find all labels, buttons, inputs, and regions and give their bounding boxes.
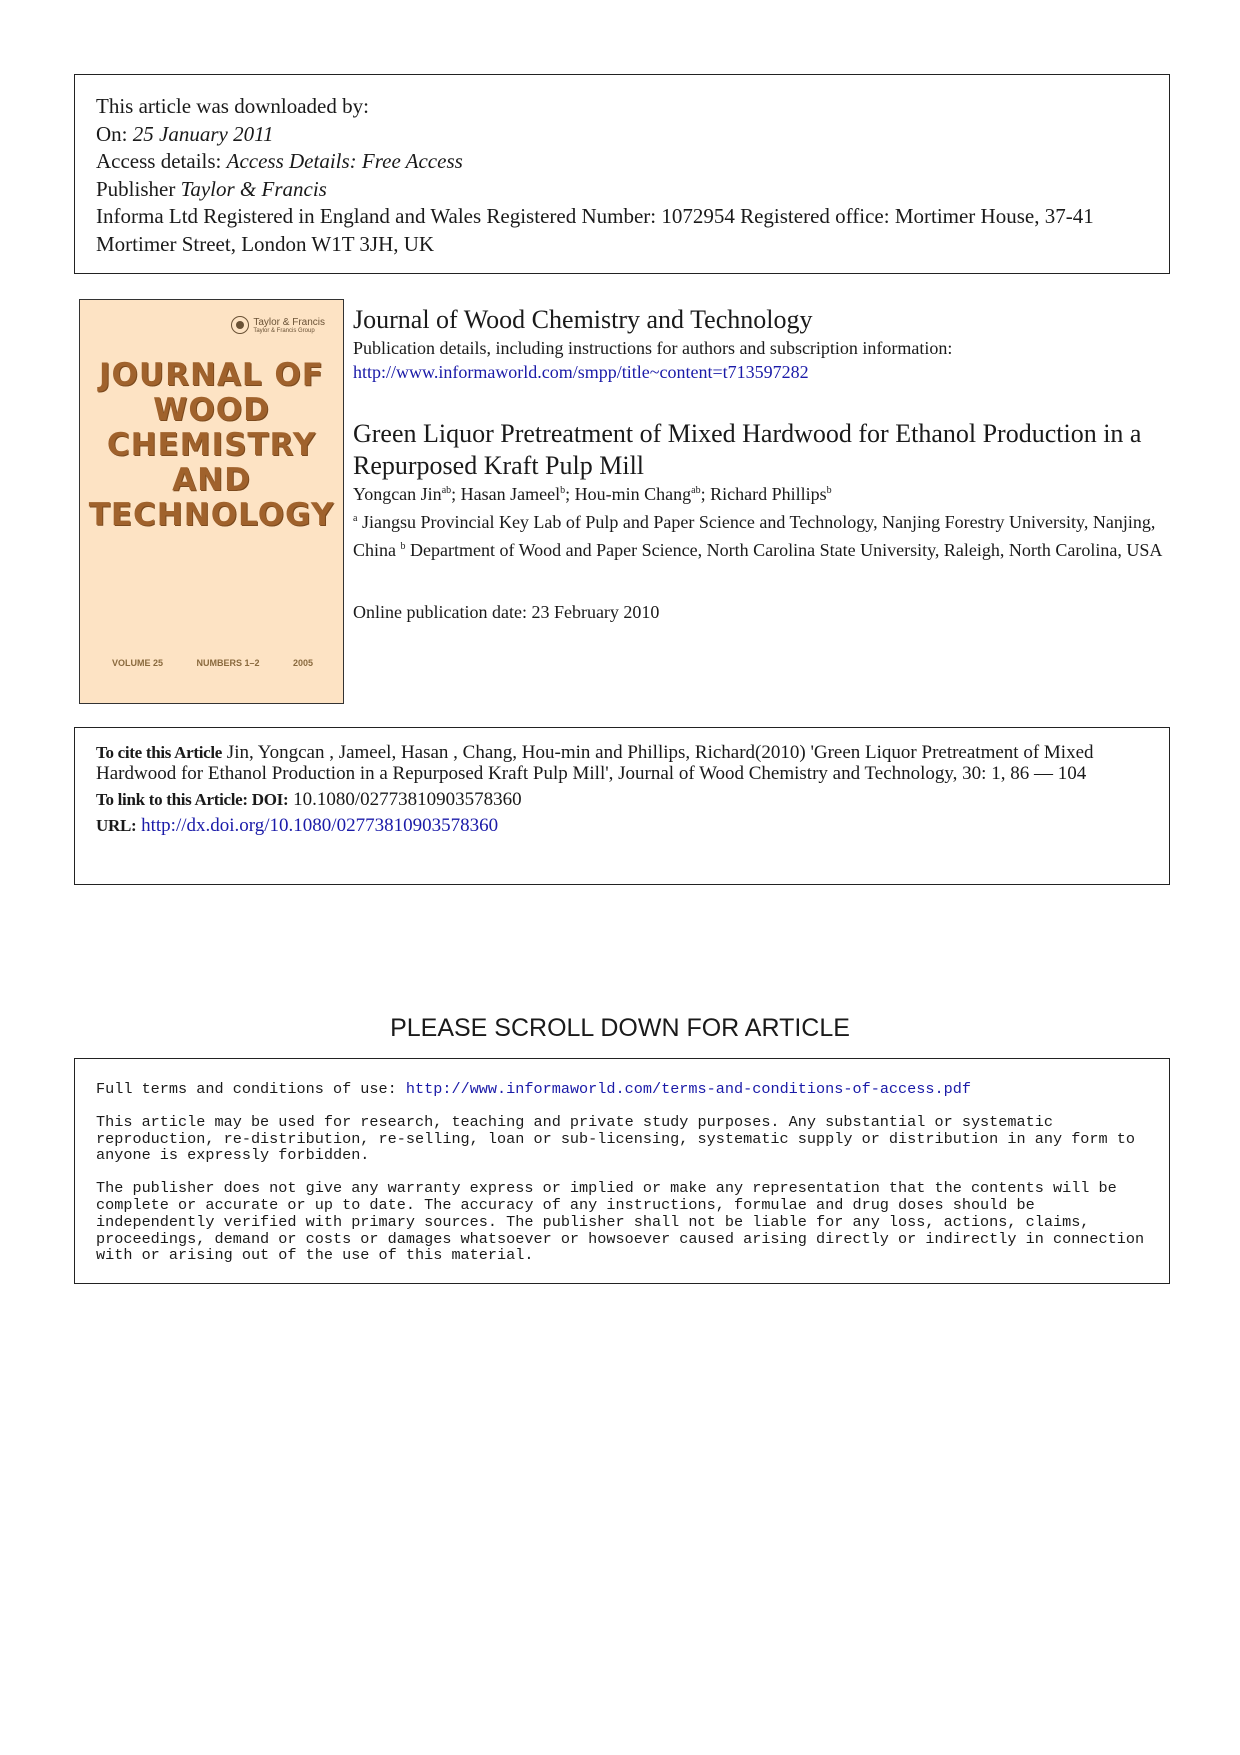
affiliation-a-mark: a (353, 513, 358, 524)
cover-numbers: NUMBERS 1–2 (196, 658, 260, 668)
author-name: Hasan Jameel (460, 484, 561, 504)
online-publication-date: Online publication date: 23 February 2010 (353, 602, 660, 622)
publisher-logo-text: Taylor & Francis (253, 316, 325, 328)
full-terms-line (96, 1081, 1148, 1098)
access-details-label: Access details: (96, 149, 227, 173)
journal-url-link[interactable]: http://www.informaworld.com/smpp/title~content=t713597282 (353, 362, 809, 382)
cover-year: 2005 (292, 658, 313, 668)
author-affiliation-mark: b (826, 485, 832, 496)
author-name: Richard Phillips (710, 484, 827, 504)
download-date-line (96, 121, 1148, 149)
access-details-line (96, 148, 1148, 176)
affiliation-b-mark: b (400, 540, 406, 552)
author-separator: ; (700, 484, 711, 504)
downloaded-by-line: This article was downloaded by: (96, 94, 369, 118)
author-name: Hou-min Chang (574, 484, 692, 504)
publisher-logo-icon (231, 316, 249, 334)
cover-title-line: WOOD (153, 392, 270, 428)
cover-title-line: JOURNAL OF (99, 357, 324, 393)
cite-text: Jin, Yongcan , Jameel, Hasan , Chang, Hou-min and Phillips, Richard(2010) 'Green Liquor Pretreatment of Mixed Hardwood for Ethanol Production in a Repurposed Kraft Pulp Mill', Journal of Wood Chemistry and Technology, 30: 1, 86 — 104 (96, 742, 1094, 784)
author-name: Yongcan Jin (353, 484, 442, 504)
publication-details: Publication details, including instructions for authors and subscription information: (353, 338, 953, 358)
citation-box (74, 727, 1170, 885)
author-affiliation-mark: ab (441, 485, 452, 496)
scroll-notice: PLEASE SCROLL DOWN FOR ARTICLE (390, 1014, 850, 1042)
affiliation-b: Department of Wood and Paper Science, North Carolina State University, Raleigh, North Carolina, USA (405, 539, 1163, 560)
cite-label: To cite this Article (96, 743, 223, 762)
full-terms-label: Full terms and conditions of use: (96, 1080, 406, 1098)
cite-article (96, 742, 1148, 784)
author-affiliation-mark: b (560, 485, 566, 496)
publisher-label: Publisher (96, 176, 181, 201)
cover-title-line: AND (172, 462, 251, 498)
author-list (353, 484, 832, 505)
download-info-box (74, 74, 1170, 274)
doi-line (96, 789, 1148, 810)
author-affiliations (353, 507, 1168, 562)
download-date-value: 25 January 2011 (132, 121, 274, 146)
cover-footer (112, 658, 313, 668)
url-label: URL: (96, 816, 137, 835)
access-details-value: Access Details: Free Access (226, 149, 463, 173)
article-title: Green Liquor Pretreatment of Mixed Hardwood for Ethanol Production in a Repurposed Kraft Pulp Mill (353, 419, 1142, 480)
terms-url-link[interactable]: http://www.informaworld.com/terms-and-conditions-of-access.pdf (405, 1080, 971, 1098)
download-date-label: On: (96, 121, 133, 146)
publisher-logo-subtext: Taylor & Francis Group (253, 327, 315, 334)
cover-title-line: CHEMISTRY (106, 427, 317, 463)
publisher-value: Taylor & Francis (180, 176, 327, 201)
terms-box (74, 1058, 1170, 1284)
publisher-logo (231, 316, 325, 334)
journal-cover-image (79, 299, 344, 704)
author-separator: ; (565, 484, 575, 504)
author-affiliation-mark: ab (691, 485, 701, 496)
cover-volume: VOLUME 25 (112, 658, 164, 668)
journal-title: Journal of Wood Chemistry and Technology (353, 305, 813, 334)
url-line (96, 815, 1148, 836)
registered-office: Informa Ltd Registered in England and Wales Registered Number: 1072954 Registered office: Mortimer House, 37-41 Mortimer Street, London W1T 3JH, UK (96, 204, 1094, 256)
doi-url-link[interactable]: http://dx.doi.org/10.1080/02773810903578360 (136, 815, 499, 836)
cover-title (80, 358, 343, 533)
doi-label: To link to this Article: DOI: (96, 790, 289, 809)
usage-terms: This article may be used for research, teaching and private study purposes. Any substantial or systematic reproduction, re-distribution, re-selling, loan or sub-licensing, systematic supply or distribution in any form to anyone is expressly forbidden. (96, 1112, 1135, 1165)
cover-title-line: TECHNOLOGY (88, 497, 335, 533)
affiliation-a: Jiangsu Provincial Key Lab of Pulp and Paper Science and Technology, Nanjing Forestry University, Nanjing, China (353, 512, 1156, 560)
publisher-line (96, 176, 1148, 204)
doi-value: 10.1080/02773810903578360 (288, 789, 522, 810)
author-separator: ; (451, 484, 461, 504)
disclaimer: The publisher does not give any warranty express or implied or make any representation that the contents will be complete or accurate or up to date. The accuracy of any instructions, formulae and drug doses should be independently verified with primary sources. The publisher shall not be liable for any loss, actions, claims, proceedings, demand or costs or damages whatsoever or howsoever caused arising directly or indirectly in connection with or arising out of the use of this material. (96, 1179, 1145, 1265)
